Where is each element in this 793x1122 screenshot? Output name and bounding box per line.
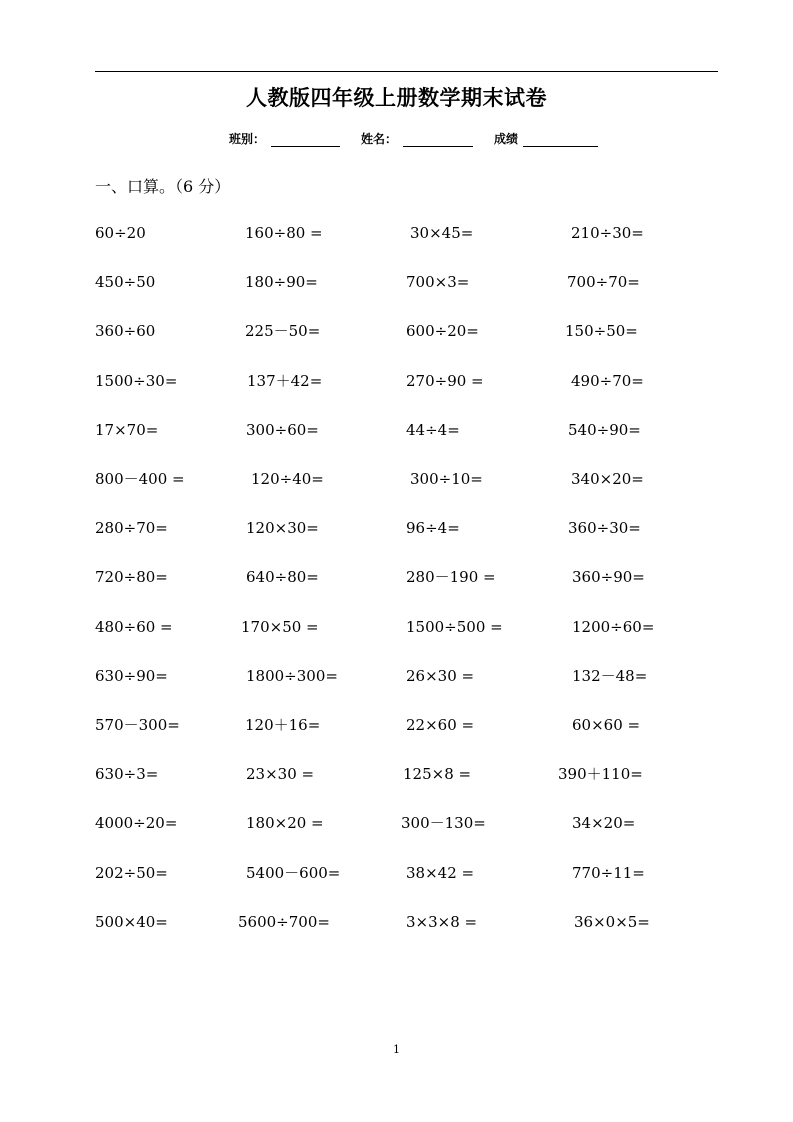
problem-r8-c4: 360÷90= <box>572 568 645 586</box>
problem-r7-c3: 96÷4= <box>406 519 460 537</box>
problem-r6-c3: 300÷10= <box>410 470 483 488</box>
problem-r9-c3: 1500÷500 = <box>406 618 503 636</box>
class-blank[interactable] <box>271 146 340 147</box>
problem-r2-c4: 700÷70= <box>567 273 640 291</box>
problem-r9-c4: 1200÷60= <box>572 618 655 636</box>
problem-r11-c3: 22×60 = <box>406 716 475 734</box>
problem-r14-c2: 5400－600= <box>246 864 341 882</box>
problem-r5-c4: 540÷90= <box>568 421 641 439</box>
problem-r12-c2: 23×30 = <box>246 765 315 783</box>
score-blank[interactable] <box>523 146 598 147</box>
problem-r11-c1: 570－300= <box>95 716 180 734</box>
problem-r14-c3: 38×42 = <box>406 864 475 882</box>
problem-r13-c2: 180×20 = <box>246 814 324 832</box>
problem-r15-c4: 36×0×5= <box>574 913 650 931</box>
problem-r6-c1: 800－400 = <box>95 470 185 488</box>
problem-r3-c2: 225－50= <box>245 322 321 340</box>
section-heading: 一、口算。（6 分） <box>95 177 231 196</box>
problem-r3-c4: 150÷50= <box>565 322 638 340</box>
problem-r1-c1: 60÷20 <box>95 224 146 242</box>
problem-r9-c2: 170×50 = <box>241 618 319 636</box>
problem-r4-c3: 270÷90 = <box>406 372 484 390</box>
problem-r1-c4: 210÷30= <box>571 224 644 242</box>
problem-r11-c2: 120＋16= <box>245 716 321 734</box>
problem-r1-c2: 160÷80 = <box>245 224 323 242</box>
problem-r4-c2: 137＋42= <box>247 372 323 390</box>
problem-r11-c4: 60×60 = <box>572 716 641 734</box>
problem-r14-c4: 770÷11= <box>572 864 645 882</box>
class-label: 班别： <box>229 132 266 146</box>
problem-r13-c4: 34×20= <box>572 814 636 832</box>
problem-r6-c4: 340×20= <box>571 470 644 488</box>
problem-r5-c3: 44÷4= <box>406 421 460 439</box>
problem-r9-c1: 480÷60 = <box>95 618 173 636</box>
problem-r7-c2: 120×30= <box>246 519 319 537</box>
problem-r2-c3: 700×3= <box>406 273 470 291</box>
problem-r2-c2: 180÷90= <box>245 273 318 291</box>
score-label: 成绩 <box>494 132 519 146</box>
page-number: 1 <box>393 1043 400 1056</box>
problem-r10-c3: 26×30 = <box>406 667 475 685</box>
problem-r8-c3: 280－190 = <box>406 568 496 586</box>
problem-r12-c4: 390＋110= <box>558 765 643 783</box>
problem-r5-c2: 300÷60= <box>246 421 319 439</box>
problem-r10-c4: 132－48= <box>572 667 648 685</box>
name-label: 姓名： <box>361 132 398 146</box>
problem-r8-c1: 720÷80= <box>95 568 168 586</box>
problem-r15-c3: 3×3×8 = <box>406 913 478 931</box>
problem-r2-c1: 450÷50 <box>95 273 156 291</box>
problem-r15-c2: 5600÷700= <box>238 913 330 931</box>
problem-r12-c3: 125×8 = <box>403 765 472 783</box>
problem-r14-c1: 202÷50= <box>95 864 168 882</box>
problem-r10-c1: 630÷90= <box>95 667 168 685</box>
problem-r3-c1: 360÷60 <box>95 322 156 340</box>
problem-r7-c4: 360÷30= <box>568 519 641 537</box>
problem-r12-c1: 630÷3= <box>95 765 159 783</box>
problem-r7-c1: 280÷70= <box>95 519 168 537</box>
problem-r4-c1: 1500÷30= <box>95 372 178 390</box>
page-title: 人教版四年级上册数学期末试卷 <box>246 86 547 110</box>
problem-r8-c2: 640÷80= <box>246 568 319 586</box>
problem-r3-c3: 600÷20= <box>406 322 479 340</box>
problem-r15-c1: 500×40= <box>95 913 168 931</box>
problem-r4-c4: 490÷70= <box>571 372 644 390</box>
problem-r10-c2: 1800÷300= <box>246 667 338 685</box>
problem-r13-c1: 4000÷20= <box>95 814 178 832</box>
problem-r1-c3: 30×45= <box>410 224 474 242</box>
problem-r6-c2: 120÷40= <box>251 470 324 488</box>
problem-r13-c3: 300－130= <box>401 814 486 832</box>
top-rule <box>95 71 718 72</box>
problem-r5-c1: 17×70= <box>95 421 159 439</box>
name-blank[interactable] <box>403 146 473 147</box>
